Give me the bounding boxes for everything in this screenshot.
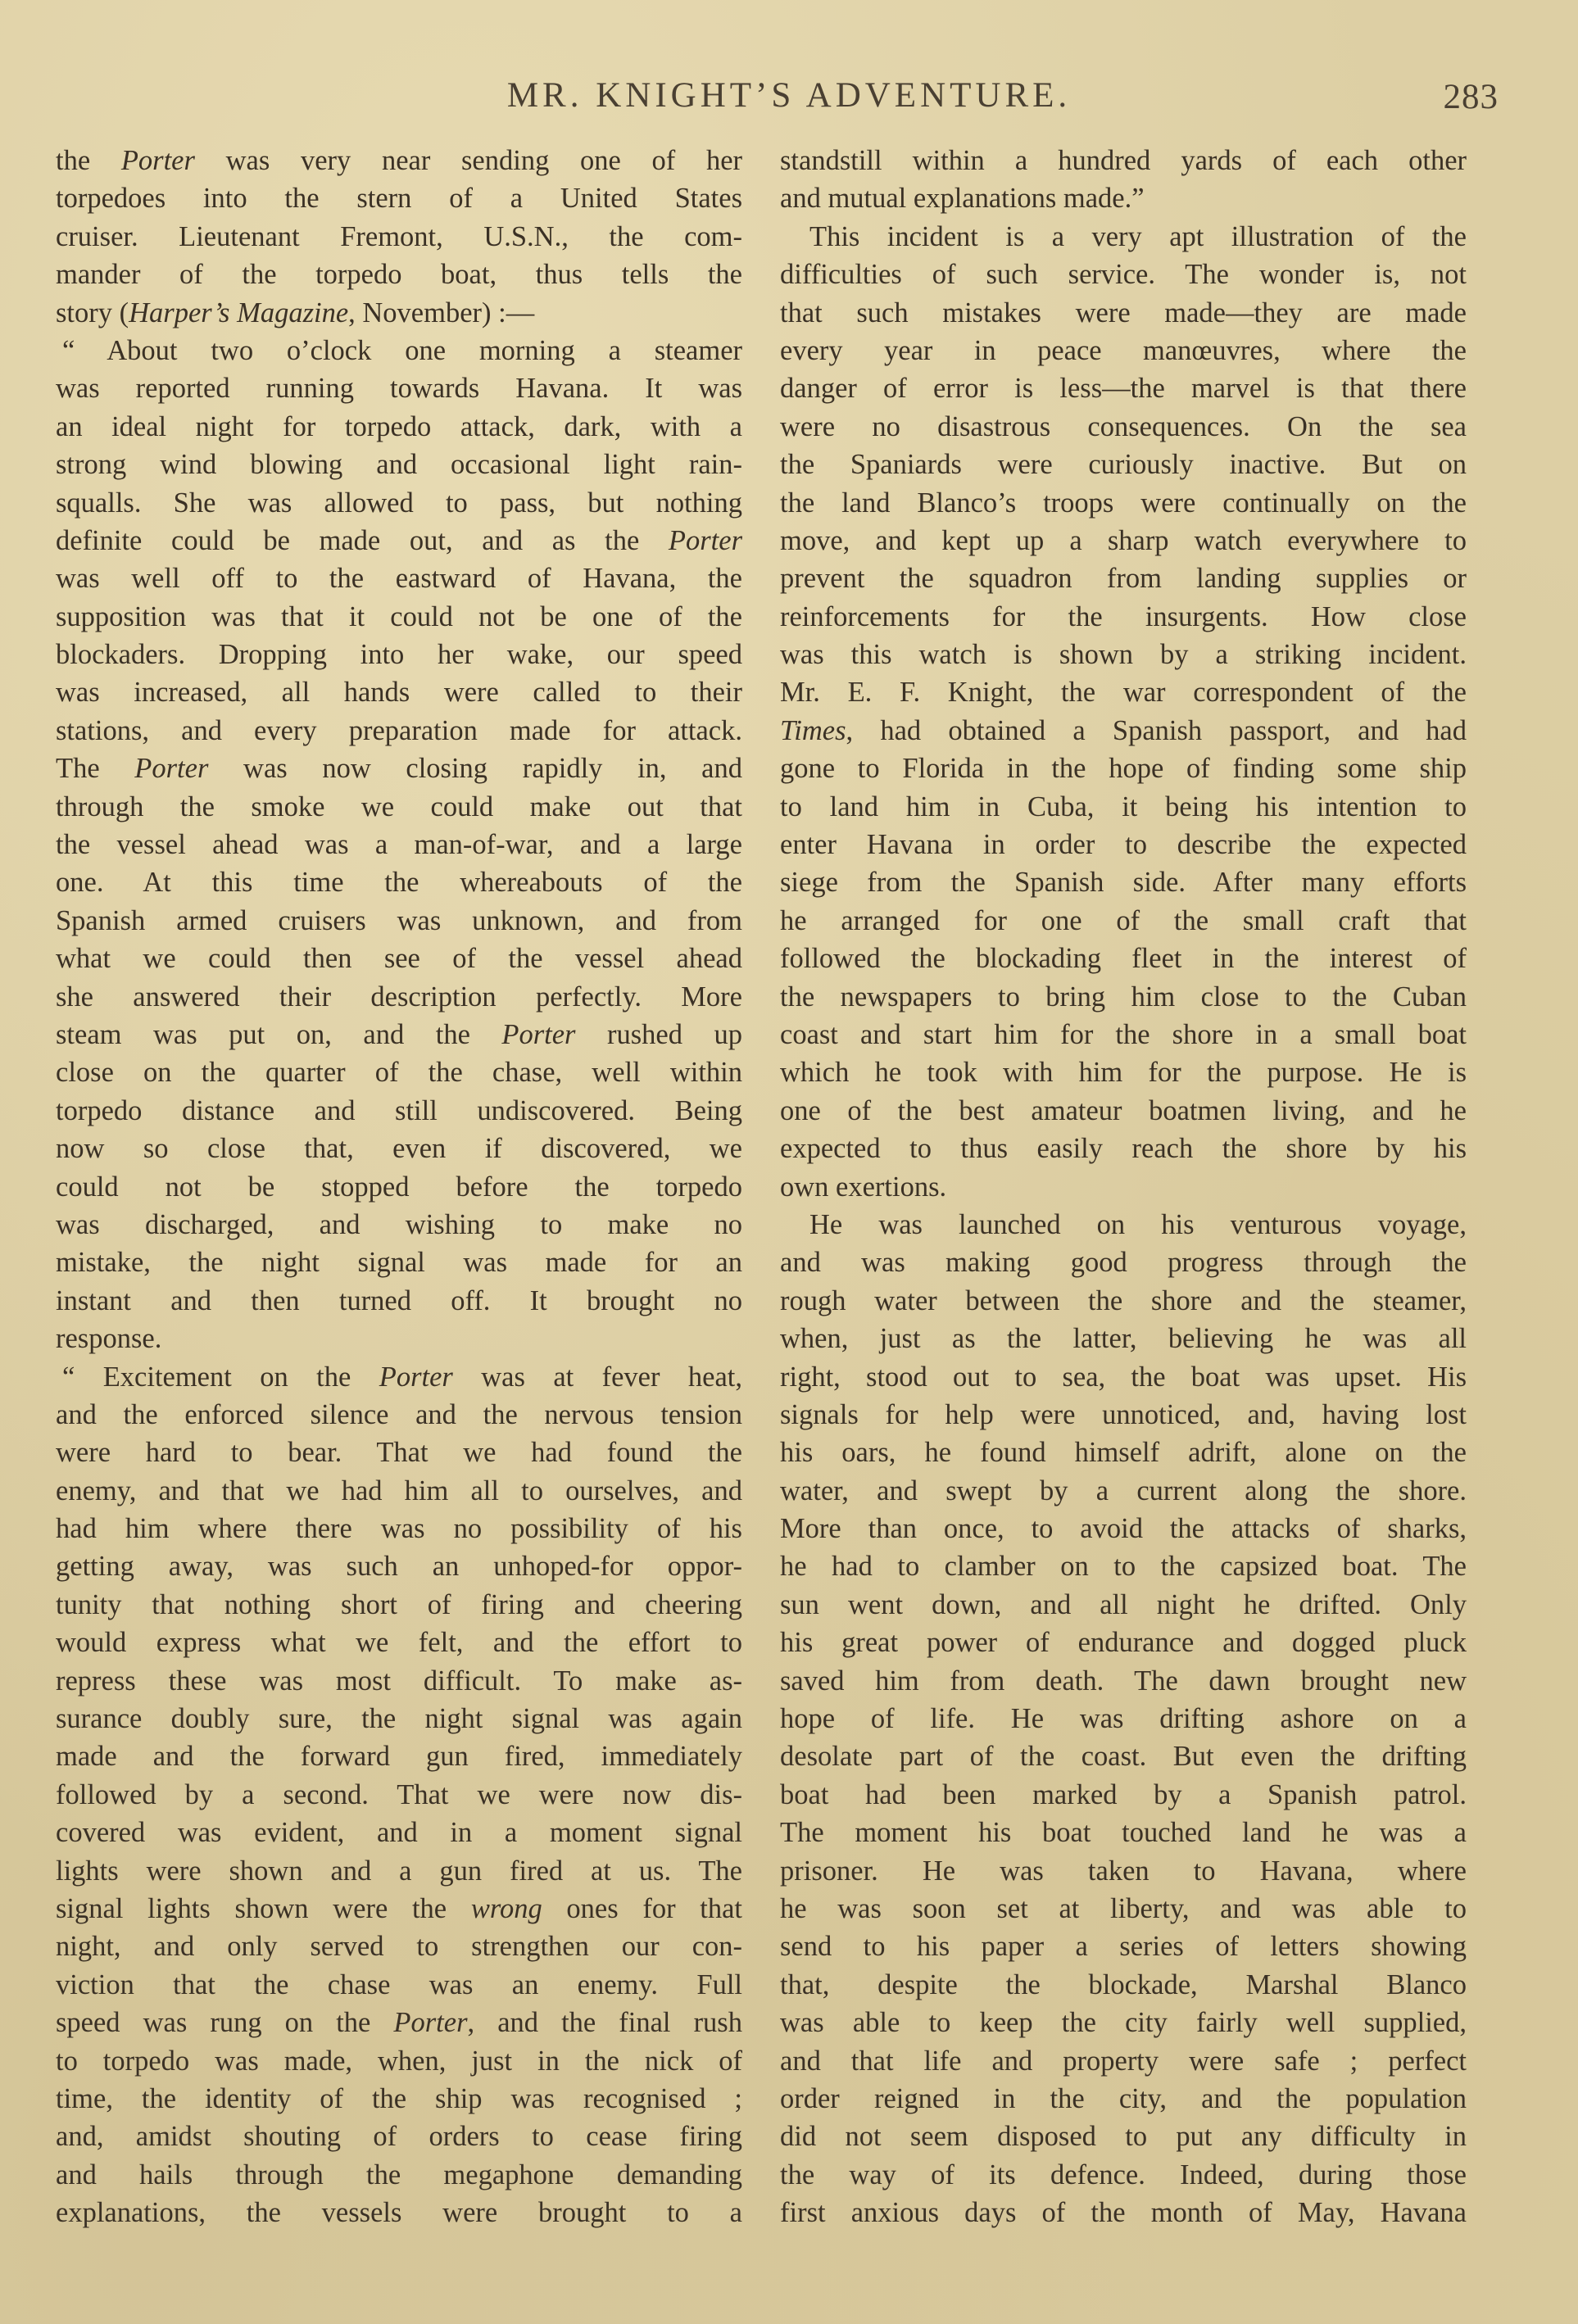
text-line xyxy=(56,1737,742,1775)
text-line xyxy=(780,179,1467,217)
text-line xyxy=(780,598,1467,636)
text-line xyxy=(780,446,1467,483)
text-line xyxy=(56,2156,742,2194)
text-line xyxy=(56,1320,742,1357)
text-run: would express what we felt, and the effort to xyxy=(56,1627,742,1659)
text-line xyxy=(56,1890,742,1928)
text-run: followed the blockading fleet in the interest of xyxy=(780,943,1467,975)
text-run: were hard to bear. That we had found the xyxy=(56,1437,742,1469)
italic-run: Harper’s Magazine xyxy=(129,297,349,328)
italic-run: Porter xyxy=(134,753,209,785)
text-line xyxy=(780,1168,1467,1206)
text-run: the land Blanco’s troops were continually on the xyxy=(780,487,1467,519)
text-run: strong wind blowing and occasional light rain- xyxy=(56,449,742,481)
text-line xyxy=(56,1586,742,1624)
text-line xyxy=(780,2004,1467,2041)
text-run: He was launched on his venturous voyage, xyxy=(809,1208,1467,1240)
text-run: repress these was most difficult. To make as- xyxy=(56,1665,742,1697)
text-run: was increased, all hands were called to their xyxy=(56,677,742,709)
text-run: mander of the torpedo boat, thus tells the xyxy=(56,259,742,291)
text-line xyxy=(780,484,1467,522)
text-run: to torpedo was made, when, just in the nick of xyxy=(56,2045,742,2077)
text-run: every year in peace manœuvres, where the xyxy=(780,334,1467,366)
text-line xyxy=(780,1434,1467,1471)
text-line xyxy=(780,1206,1467,1244)
text-run: coast and start him for the shore in a small boat xyxy=(780,1018,1467,1050)
text-run: was this watch is shown by a striking incident. xyxy=(780,639,1467,671)
text-line xyxy=(56,1053,742,1091)
text-line xyxy=(780,1053,1467,1091)
text-run: had him where there was no possibility of his xyxy=(56,1513,742,1545)
text-run: desolate part of the coast. But even the drifting xyxy=(780,1741,1467,1773)
text-run: The moment his boat touched land he was a xyxy=(780,1817,1467,1849)
left-column xyxy=(56,142,742,2231)
text-run: instant and then turned off. It brought no xyxy=(56,1284,742,1316)
italic-run: Porter xyxy=(379,1361,453,1393)
text-run: viction that the chase was an enemy. Full xyxy=(56,1968,742,2000)
text-run: expected to thus easily reach the shore by his xyxy=(780,1133,1467,1165)
text-run: “ About two o’clock one morning a steamer xyxy=(62,334,742,366)
text-run: “ Excitement on the xyxy=(62,1361,379,1393)
text-run: he was soon set at liberty, and was able to xyxy=(780,1892,1467,1924)
text-run: saved him from death. The dawn brought new xyxy=(780,1665,1467,1697)
text-line xyxy=(56,1016,742,1053)
text-line xyxy=(56,1966,742,2004)
text-run: tunity that nothing short of firing and cheering xyxy=(56,1588,742,1620)
text-line xyxy=(56,484,742,522)
text-run: followed by a second. That we were now dis- xyxy=(56,1778,742,1810)
text-line xyxy=(780,636,1467,673)
text-line xyxy=(780,940,1467,977)
text-line xyxy=(780,1776,1467,1814)
text-line xyxy=(56,636,742,673)
text-line xyxy=(56,1206,742,1244)
text-line xyxy=(780,1092,1467,1130)
text-line xyxy=(56,408,742,446)
text-line xyxy=(780,712,1467,750)
text-run: lights were shown and a gun fired at us. The xyxy=(56,1855,742,1887)
text-run: , and the final rush xyxy=(467,2007,742,2039)
text-line xyxy=(780,1966,1467,2004)
right-column xyxy=(780,142,1467,2231)
text-run: and that life and property were safe ; perfect xyxy=(780,2045,1467,2077)
text-run: speed was rung on the xyxy=(56,2007,394,2039)
text-run: first anxious days of the month of May, Havana xyxy=(780,2197,1467,2229)
text-line xyxy=(56,1130,742,1167)
text-run: surance doubly sure, the night signal was again xyxy=(56,1703,742,1735)
text-line xyxy=(56,788,742,826)
italic-run: wrong xyxy=(470,1892,542,1924)
text-line xyxy=(780,788,1467,826)
text-line xyxy=(56,2194,742,2231)
page-number: 283 xyxy=(1443,78,1499,116)
text-run: was now closing rapidly in, and xyxy=(208,753,742,785)
text-run: were no disastrous consequences. On the sea xyxy=(780,410,1467,442)
text-line xyxy=(780,1814,1467,1851)
text-line xyxy=(780,1890,1467,1928)
text-line xyxy=(56,1662,742,1700)
text-line xyxy=(780,369,1467,407)
text-run: siege from the Spanish side. After many efforts xyxy=(780,867,1467,899)
text-run: that, despite the blockade, Marshal Blanco xyxy=(780,1968,1467,2000)
text-run: the Spaniards were curiously inactive. But on xyxy=(780,449,1467,481)
text-line xyxy=(780,1396,1467,1434)
text-line xyxy=(56,1700,742,1737)
text-run: was very near sending one of her xyxy=(194,145,742,176)
text-run: More than once, to avoid the attacks of sharks, xyxy=(780,1513,1467,1545)
text-run: supposition was that it could not be one of the xyxy=(56,600,742,632)
text-line xyxy=(780,2156,1467,2194)
text-run: torpedoes into the stern of a United States xyxy=(56,183,742,215)
text-run: boat had been marked by a Spanish patrol. xyxy=(780,1778,1467,1810)
text-line xyxy=(56,1168,742,1206)
text-line xyxy=(780,1320,1467,1357)
text-line xyxy=(780,408,1467,446)
text-run: This incident is a very apt illustration of the xyxy=(809,220,1467,252)
text-run: the newspapers to bring him close to the Cuban xyxy=(780,981,1467,1013)
text-line xyxy=(780,826,1467,863)
text-line xyxy=(780,294,1467,332)
text-line xyxy=(780,1016,1467,1053)
text-run: danger of error is less—the marvel is that there xyxy=(780,373,1467,405)
running-head xyxy=(0,75,1578,125)
text-run: The xyxy=(56,753,135,785)
text-line xyxy=(780,1547,1467,1585)
text-run: one. At this time the whereabouts of the xyxy=(56,867,742,899)
text-line xyxy=(56,1852,742,1890)
text-run: own exertions. xyxy=(780,1171,947,1203)
text-run: prevent the squadron from landing supplies or xyxy=(780,563,1467,595)
text-run: Mr. E. F. Knight, the war correspondent of the xyxy=(780,677,1467,709)
text-line xyxy=(56,1396,742,1434)
text-run: difficulties of such service. The wonder is, not xyxy=(780,259,1467,291)
italic-run: Porter xyxy=(120,145,195,176)
italic-run: Porter xyxy=(501,1018,576,1050)
text-line xyxy=(56,1776,742,1814)
text-run: move, and kept up a sharp watch everywhere to xyxy=(780,524,1467,556)
text-run: mistake, the night signal was made for an xyxy=(56,1247,742,1279)
text-run: that such mistakes were made—they are made xyxy=(780,297,1467,328)
text-run: now so close that, even if discovered, we xyxy=(56,1133,742,1165)
text-run: torpedo distance and still undiscovered. Being xyxy=(56,1094,742,1126)
text-line xyxy=(56,332,742,369)
text-run: he had to clamber on to the capsized boat. The xyxy=(780,1551,1467,1583)
text-run: and was making good progress through the xyxy=(780,1247,1467,1279)
text-line xyxy=(780,1510,1467,1547)
text-line xyxy=(780,142,1467,179)
text-line xyxy=(56,218,742,256)
text-line xyxy=(780,1700,1467,1737)
text-line xyxy=(56,1814,742,1851)
text-run: , had obtained a Spanish passport, and had xyxy=(846,714,1467,746)
italic-run: Porter xyxy=(668,524,742,556)
text-run: squalls. She was allowed to pass, but nothing xyxy=(56,487,742,519)
text-line xyxy=(56,559,742,597)
text-run: the xyxy=(56,145,121,176)
text-line xyxy=(56,1282,742,1320)
text-run: and mutual explanations made.” xyxy=(780,183,1145,215)
text-line xyxy=(780,1472,1467,1510)
text-run: enemy, and that we had him all to ourselves, and xyxy=(56,1475,742,1506)
text-line xyxy=(780,978,1467,1016)
text-line xyxy=(780,1928,1467,1965)
text-line xyxy=(56,940,742,977)
text-run: rushed up xyxy=(575,1018,742,1050)
text-run: reinforcements for the insurgents. How close xyxy=(780,600,1467,632)
text-line xyxy=(780,1624,1467,1661)
text-line xyxy=(56,446,742,483)
text-line xyxy=(56,1928,742,1965)
text-run: and the enforced silence and the nervous tension xyxy=(56,1398,742,1430)
text-run: and hails through the megaphone demanding xyxy=(56,2159,742,2190)
text-line xyxy=(56,1434,742,1471)
text-run: he arranged for one of the small craft that xyxy=(780,904,1467,936)
text-run: right, stood out to sea, the boat was upset. His xyxy=(780,1361,1467,1393)
text-line xyxy=(56,256,742,293)
text-run: she answered their description perfectly. More xyxy=(56,981,742,1013)
text-run: , November) :— xyxy=(348,297,535,328)
italic-run: Porter xyxy=(393,2007,468,2039)
text-line xyxy=(780,332,1467,369)
text-run: did not seem disposed to put any difficulty in xyxy=(780,2121,1467,2153)
text-line xyxy=(56,1472,742,1510)
text-run: getting away, was such an unhoped-for oppor- xyxy=(56,1551,742,1583)
text-run: enter Havana in order to describe the expected xyxy=(780,829,1467,861)
text-line xyxy=(56,1624,742,1661)
text-line xyxy=(780,522,1467,559)
text-line xyxy=(56,294,742,332)
text-line xyxy=(780,673,1467,711)
text-line xyxy=(56,1547,742,1585)
text-line xyxy=(780,750,1467,787)
text-line xyxy=(56,863,742,901)
text-line xyxy=(780,1244,1467,1281)
text-line xyxy=(780,902,1467,940)
text-line xyxy=(780,1358,1467,1396)
text-line xyxy=(780,256,1467,293)
text-run: steam was put on, and the xyxy=(56,1018,502,1050)
text-line xyxy=(56,142,742,179)
text-run: response. xyxy=(56,1323,162,1355)
text-run: was reported running towards Havana. It was xyxy=(56,373,742,405)
text-line xyxy=(56,369,742,407)
text-run: could not be stopped before the torpedo xyxy=(56,1171,742,1203)
text-run: signal lights shown were the xyxy=(56,1892,471,1924)
text-line xyxy=(780,2080,1467,2118)
text-run: was discharged, and wishing to make no xyxy=(56,1208,742,1240)
text-line xyxy=(780,863,1467,901)
text-line xyxy=(56,673,742,711)
text-run: hope of life. He was drifting ashore on a xyxy=(780,1703,1467,1735)
text-line xyxy=(780,1662,1467,1700)
text-run: was well off to the eastward of Havana, the xyxy=(56,563,742,595)
text-run: sun went down, and all night he drifted. Only xyxy=(780,1588,1467,1620)
text-line xyxy=(56,1244,742,1281)
text-run: rough water between the shore and the steamer, xyxy=(780,1284,1467,1316)
text-run: story ( xyxy=(56,297,129,328)
text-run: standstill within a hundred yards of each other xyxy=(780,145,1467,176)
text-run: made and the forward gun fired, immediately xyxy=(56,1741,742,1773)
text-run: gone to Florida in the hope of finding some ship xyxy=(780,753,1467,785)
text-line xyxy=(780,218,1467,256)
text-run: what we could then see of the vessel ahead xyxy=(56,943,742,975)
text-run: through the smoke we could make out that xyxy=(56,791,742,822)
text-line xyxy=(780,1737,1467,1775)
text-line xyxy=(56,902,742,940)
text-line xyxy=(56,2042,742,2080)
text-run: to land him in Cuba, it being his intention to xyxy=(780,791,1467,822)
text-run: stations, and every preparation made for attack. xyxy=(56,714,742,746)
text-run: and, amidst shouting of orders to cease firing xyxy=(56,2121,742,2153)
text-run: was able to keep the city fairly well supplied, xyxy=(780,2007,1467,2039)
text-run: was at fever heat, xyxy=(452,1361,742,1393)
text-run: send to his paper a series of letters showing xyxy=(780,1931,1467,1963)
text-line xyxy=(56,1510,742,1547)
text-run: the vessel ahead was a man-of-war, and a large xyxy=(56,829,742,861)
text-run: his oars, he found himself adrift, alone on the xyxy=(780,1437,1467,1469)
italic-run: Times xyxy=(780,714,846,746)
text-run: the way of its defence. Indeed, during those xyxy=(780,2159,1467,2190)
text-run: night, and only served to strengthen our con- xyxy=(56,1931,742,1963)
text-run: covered was evident, and in a moment signal xyxy=(56,1817,742,1849)
text-run: explanations, the vessels were brought to a xyxy=(56,2197,742,2229)
text-line xyxy=(56,2004,742,2041)
text-line xyxy=(56,2080,742,2118)
text-line xyxy=(56,598,742,636)
text-line xyxy=(780,1586,1467,1624)
text-run: blockaders. Dropping into her wake, our speed xyxy=(56,639,742,671)
text-run: prisoner. He was taken to Havana, where xyxy=(780,1855,1467,1887)
text-run: signals for help were unnoticed, and, having lost xyxy=(780,1398,1467,1430)
text-run: water, and swept by a current along the shore. xyxy=(780,1475,1467,1506)
text-run: definite could be made out, and as the xyxy=(56,524,669,556)
text-run: which he took with him for the purpose. He is xyxy=(780,1057,1467,1089)
text-run: order reigned in the city, and the population xyxy=(780,2082,1467,2114)
text-line xyxy=(780,1282,1467,1320)
text-run: his great power of endurance and dogged pluck xyxy=(780,1627,1467,1659)
text-run: when, just as the latter, believing he was all xyxy=(780,1323,1467,1355)
text-line xyxy=(780,1130,1467,1167)
text-run: cruiser. Lieutenant Fremont, U.S.N., the com- xyxy=(56,220,742,252)
text-line xyxy=(780,2118,1467,2155)
text-line xyxy=(56,1358,742,1396)
text-line xyxy=(56,978,742,1016)
text-line xyxy=(56,1092,742,1130)
text-line xyxy=(780,2042,1467,2080)
text-line xyxy=(780,1852,1467,1890)
text-run: ones for that xyxy=(542,1892,742,1924)
text-run: one of the best amateur boatmen living, and he xyxy=(780,1094,1467,1126)
text-run: an ideal night for torpedo attack, dark, with a xyxy=(56,410,742,442)
text-run: time, the identity of the ship was recognised ; xyxy=(56,2082,742,2114)
text-line xyxy=(56,179,742,217)
text-line xyxy=(56,712,742,750)
text-run: close on the quarter of the chase, well within xyxy=(56,1057,742,1089)
text-line xyxy=(780,2194,1467,2231)
running-title: MR. KNIGHT’S ADVENTURE. xyxy=(506,76,1072,115)
text-line xyxy=(56,2118,742,2155)
text-line xyxy=(56,750,742,787)
text-line xyxy=(780,559,1467,597)
text-line xyxy=(56,522,742,559)
text-line xyxy=(56,826,742,863)
text-run: Spanish armed cruisers was unknown, and from xyxy=(56,904,742,936)
